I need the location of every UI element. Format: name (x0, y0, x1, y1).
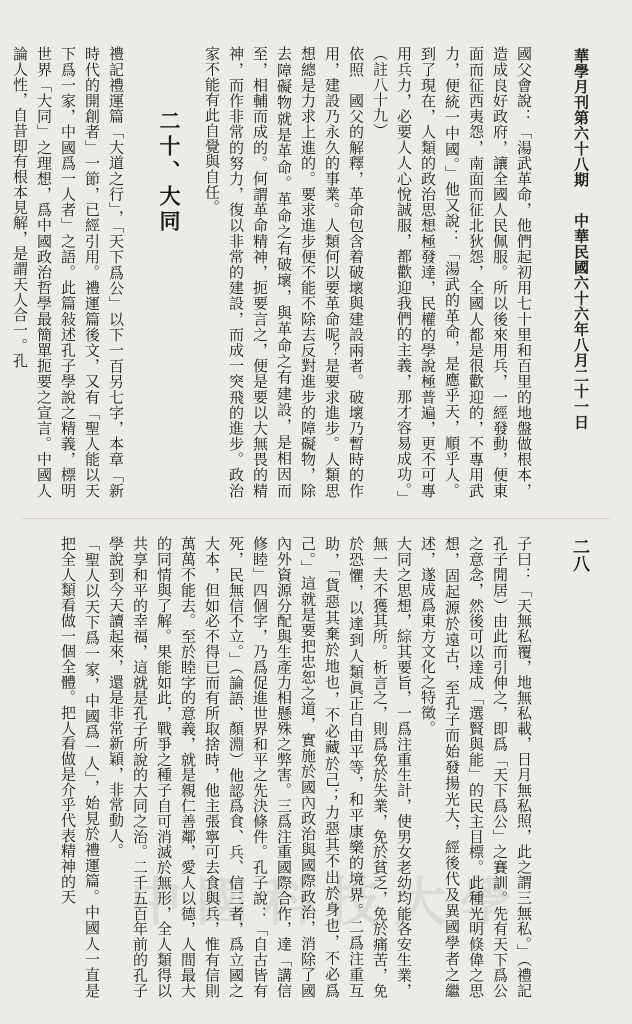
upper-text-block (11, 46, 560, 498)
paragraph-datong-opening: 禮記禮運篇「大道之行」，「天下爲公」以下一百另七字，本章「新時代的開創者」一節，已經引用。禮運篇後文，又有「聖人能以天下爲一家，中國爲一人者」之語。此篇敍述孔子學說之精義，標明世界「大同」之理想，爲中國政治哲學最簡單扼要之宣言。中國人論人性，自昔即有根本見解，是謂天人合一。孔 (11, 46, 125, 498)
paragraph-datong: 子曰：「天無私覆，地無私載，日月無私照，此之謂三無私。」（禮記孔子閒居）由此而引伸之，即爲「天下爲公」之賽訓。先有天下爲公之意念，然後可以達成「選賢與能」的民主目標。此種光明倏偉之思想，固起源於遠古，至孔子而始發揚光大，經後代及異國學者之繼述，遂成爲東方文化之特徵。 大同之思想，綜其要旨，一爲注重生計，使男女老幼均能各安生業，無一夫不獲其所。析言之，則爲免於失業，免於貧乏，免於痛苦，免於恐懼，以達到人類眞正自由平等，和平康樂的境界。二爲注重互助，「貨惡其棄於地也，不必藏於己；力惡其不出於身也，不必爲己。」這就是要把忠恕之道，實施於國內政治與國際政治，消除了國內外資源分配與生產力相懸殊之弊害。三爲注重國際合作，達「講信修睦」四個字，乃爲促進世界和平之先決條件。孔子說：「自古皆有死，民無信不立。」（論語、顏淵）他認爲食、兵、信三者，爲立國之大本，但如必不得已而有所取捨時，他主張寧可去食與兵，惟有信則萬萬不能去。至於睦字的意義，就是親仁善鄰，愛人以德，人間最大的同情與了解。果能如此，戰爭之種子自可消滅於無形，全人類得以共享和平的幸福，這就是孔子所說的大同之治。二千五百年前的孔子學說到今天讀起來，還是非常新穎，非常動人。 「聖人以天下爲一家，中國爲一人」，始見於禮運篇。中國人一直是把全人類看做一個全體。把人看做是介乎代表精神的天 (59, 536, 533, 998)
watermark: 中國科技大學 (130, 873, 527, 933)
lower-text-block (20, 536, 560, 998)
publication-date: 中華民國六十六年八月二十一日 (572, 212, 590, 430)
journal-title: 華學月刊第六十八期 (572, 48, 590, 188)
running-header (571, 48, 592, 518)
paragraph-revolution: 國父會說：「湯武革命，他們起初用七十里和百里的地盤做根本，造成良好政府，讓全國人民佩服。所以後來用兵，一經發動，便東面而征西夷怨，南面而征北狄怨，全國人都是很歡迎的，不專用武力，便統一中國。」他又說：「湯武的革命，是應乎天，順乎人。到了現在，人類的政治思想極發達，民權的學說極普遍，更不可專用兵力，必要人人心悅誠服，都歡迎我們的主義，那才容易成功。」（註八十九） 依照 國父的解釋，革命包含着破壞與建設兩者。破壞乃暫時的作用，建設乃永久的事業。人類何以要革命呢？是要求進步。人類思想總是力求上進的。要求進步便不能不除去反對進步的障礙物，除去障礙物就是革命。革命之有破壞，與革命之有建設，是相因而至，相輔而成的。何謂革命精神，扼要言之，便是要以大無畏的精神，而作非常的努力，復以非常的建設，而成一突飛的進步。政治家不能有此自覺與自任。 (203, 46, 533, 498)
section-heading: 二十、大同 (157, 110, 182, 235)
page-divider (22, 518, 610, 519)
page-number: 二八 (569, 538, 589, 572)
